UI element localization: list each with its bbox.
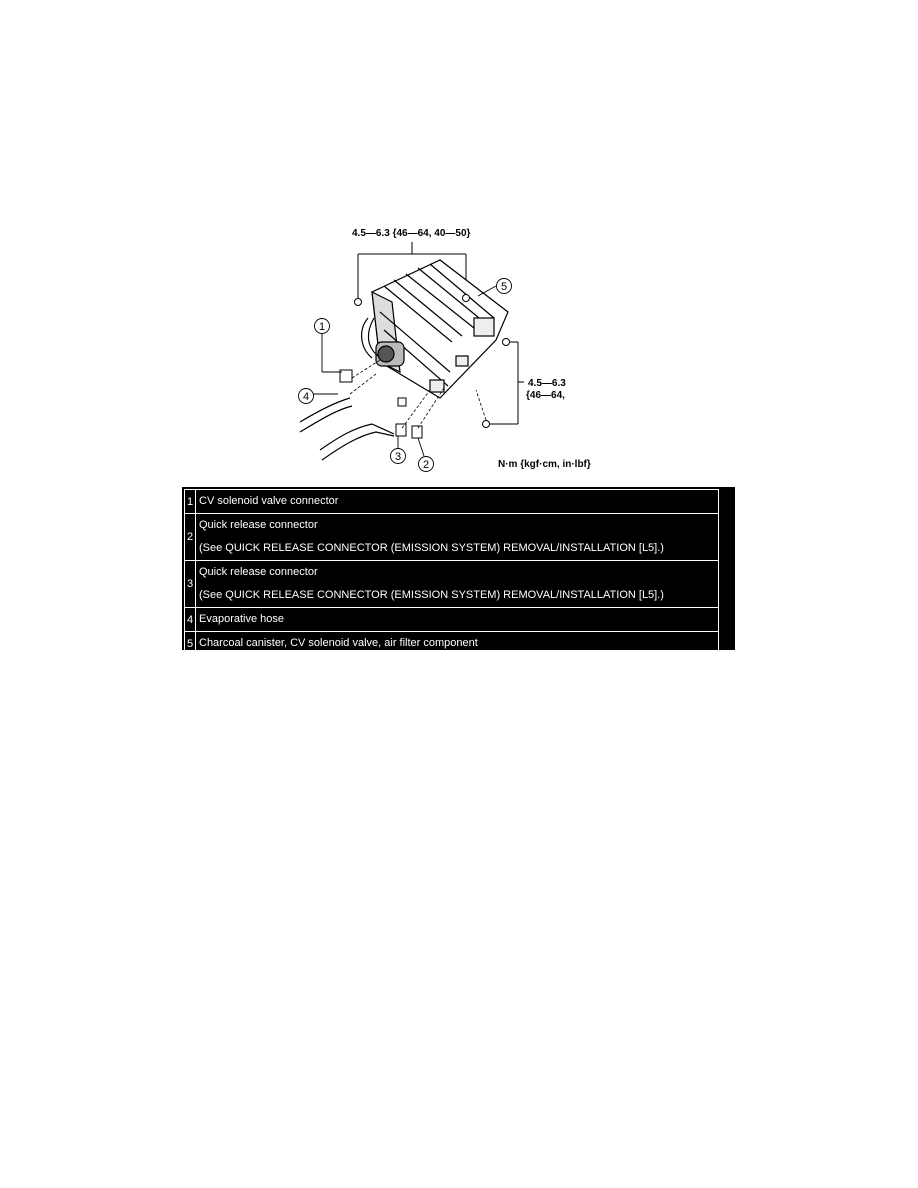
torque-label-top: 4.5—6.3 {46—64, 40—50}	[352, 228, 471, 239]
quick-release-connector-icon	[412, 426, 422, 438]
svg-text:2: 2	[422, 459, 430, 471]
diagram-svg	[280, 222, 620, 476]
callout-3	[391, 449, 406, 464]
legend-description: Quick release connector (See QUICK RELEASE CONNECTOR (EMISSION SYSTEM) REMOVAL/INSTALLATION [L5].)	[196, 561, 719, 608]
callout-2	[419, 457, 434, 472]
legend-number: 5	[185, 632, 196, 656]
unit-label: N·m {kgf·cm, in·lbf}	[498, 459, 591, 470]
bolt-icon	[463, 295, 470, 302]
svg-text:4: 4	[302, 391, 310, 403]
legend-table	[184, 489, 719, 656]
callout-4	[299, 389, 314, 404]
callout-1	[315, 319, 330, 334]
legend-description: Evaporative hose	[196, 608, 719, 632]
canister-diagram	[280, 222, 620, 476]
svg-text:5: 5	[500, 281, 508, 293]
svg-text:3: 3	[394, 451, 402, 463]
legend-row	[185, 561, 719, 608]
legend-number: 1	[185, 490, 196, 514]
legend-panel	[182, 487, 735, 650]
svg-text:1: 1	[318, 321, 326, 333]
legend-row	[185, 490, 719, 514]
legend-description: Charcoal canister, CV solenoid valve, air filter component	[196, 632, 719, 656]
quick-release-connector-icon	[396, 424, 406, 436]
legend-row	[185, 514, 719, 561]
legend-description: CV solenoid valve connector	[196, 490, 719, 514]
legend-number: 3	[185, 561, 196, 608]
legend-number: 4	[185, 608, 196, 632]
bolt-icon	[483, 421, 490, 428]
legend-row	[185, 608, 719, 632]
torque-bracket-right	[490, 342, 524, 424]
legend-description: Quick release connector (See QUICK RELEASE CONNECTOR (EMISSION SYSTEM) REMOVAL/INSTALLATION [L5].)	[196, 514, 719, 561]
bolt-icon	[355, 299, 362, 306]
canister-body	[372, 260, 508, 398]
torque-label-right-1: 4.5—6.3	[528, 378, 566, 389]
legend-row	[185, 632, 719, 656]
callout-5	[497, 279, 512, 294]
torque-label-right-2: {46—64,	[526, 390, 565, 401]
bolt-icon	[503, 339, 510, 346]
legend-number: 2	[185, 514, 196, 561]
